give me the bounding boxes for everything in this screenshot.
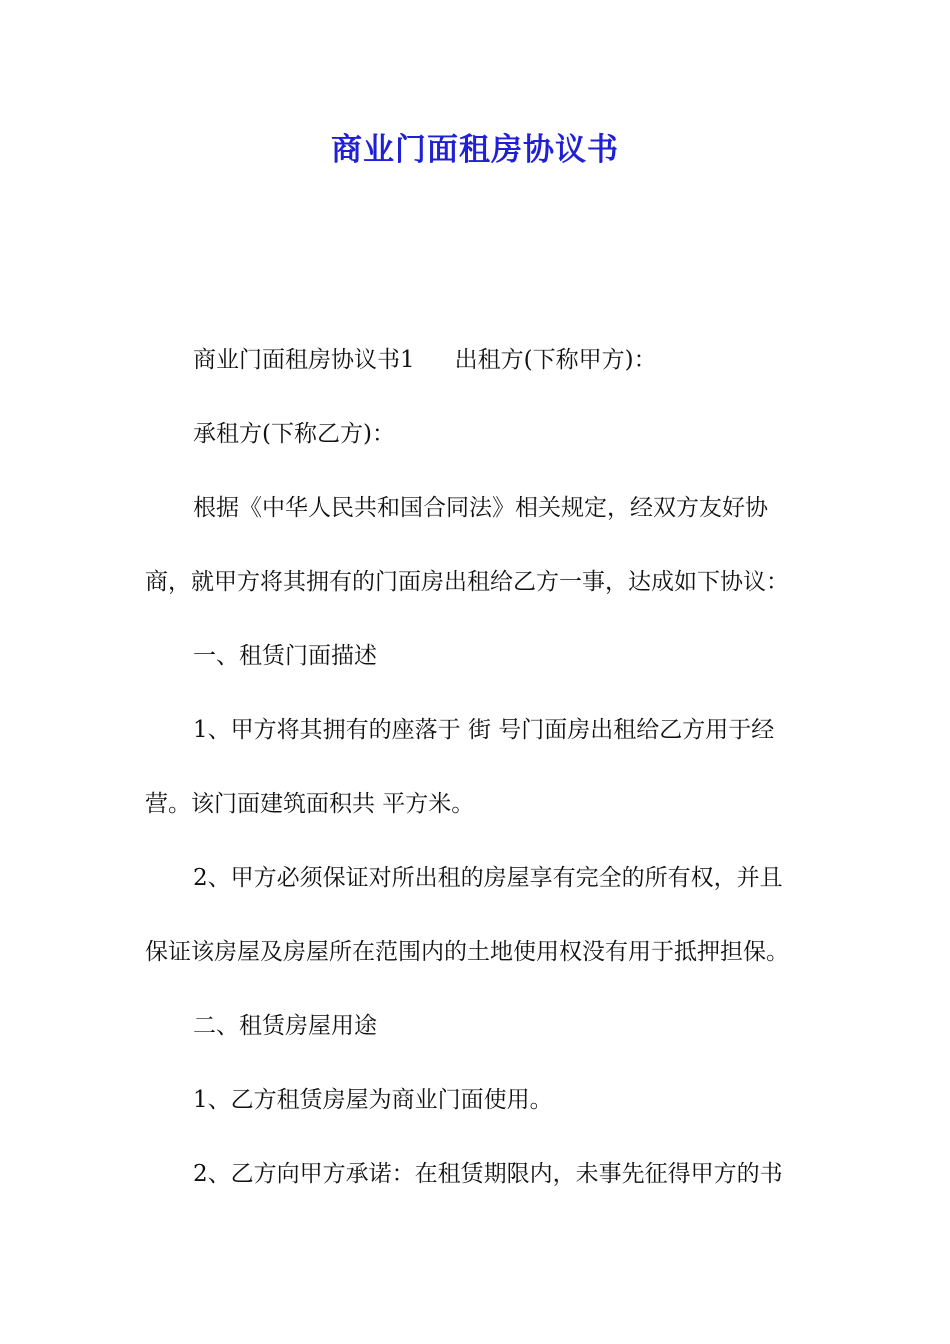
clause-line: 营。该门面建筑面积共 平方米。 xyxy=(145,791,475,817)
paragraph-basis-line: 根据《中华人民共和国合同法》相关规定，经双方友好协 xyxy=(193,495,768,521)
clause-line: 保证该房屋及房屋所在范围内的土地使用权没有用于抵押担保。 xyxy=(145,939,789,965)
section-heading: 一、租赁门面描述 xyxy=(193,643,377,669)
document-body xyxy=(145,338,807,1226)
paragraph-intro xyxy=(145,338,807,412)
agreement-heading: 商业门面租房协议书1 xyxy=(193,347,415,373)
clause-line: 2、甲方必须保证对所出租的房屋享有完全的所有权，并且 xyxy=(193,865,783,891)
clause-line: 2、乙方向甲方承诺：在租赁期限内，未事先征得甲方的书 xyxy=(193,1161,783,1187)
paragraph-basis-line: 商，就甲方将其拥有的门面房出租给乙方一事，达成如下协议： xyxy=(145,569,789,595)
lessee-label: 承租方(下称乙方)： xyxy=(193,421,395,447)
clause-line: 1、乙方租赁房屋为商业门面使用。 xyxy=(193,1087,553,1113)
section-heading: 二、租赁房屋用途 xyxy=(193,1013,377,1039)
clause-line: 1、甲方将其拥有的座落于 街 号门面房出租给乙方用于经 xyxy=(193,717,775,743)
document-title: 商业门面租房协议书 xyxy=(331,132,619,168)
lessor-label: 出租方(下称甲方)： xyxy=(454,347,657,373)
